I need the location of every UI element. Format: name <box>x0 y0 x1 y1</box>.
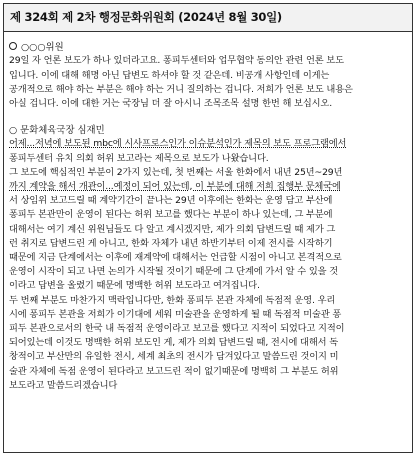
text-line: 서 상임위 보고드릴 때 계약기간이 끝나는 29년 이후에는 한화는 운영 담고 부산에 <box>9 195 333 207</box>
text-line: 퐁피두센터 유치 의회 허위 보고라는 제목으로 보도가 나왔습니다. <box>9 152 269 164</box>
director-statement <box>9 137 409 393</box>
text-line: 때문에 지금 단계에서는 이후에 재계약에 대해서는 언급할 시점이 아니고 본격적으로 <box>9 252 342 264</box>
speaker-heading-member <box>9 41 409 54</box>
text-line: 대해서는 여기 계신 위원님들도 다 알고 계시겠지만, 제가 의회 답변드릴 때 제가 그 <box>9 223 336 235</box>
text-line: 창적이고 부산만의 유일한 전시, 세계 최초의 전시가 담겨있다고 말씀드린 것이지 미 <box>9 351 339 363</box>
bullet-circle-icon <box>9 42 17 50</box>
text-line: 어제...저녁에 보도된 mbc에 시사프로스인가 이슈분석인가 제목의 보도 프로그램에서 <box>9 138 347 150</box>
text-line: 시에 퐁피두 본관을 저희가 이기대에 세워 미술관을 운영하게 될 때 독점적 미술관 퐁 <box>9 308 342 320</box>
speaker-name: ○ 문화체육국장 심재민 <box>9 125 105 137</box>
text-line: 아실 겁니다. 이에 대한 거는 국장님 더 잘 아시니 조목조목 설명 한번 해 보십시오. <box>9 97 332 109</box>
speaker-name: ○○○위원 <box>21 42 64 53</box>
minutes-frame <box>3 3 413 453</box>
text-line: 29일 자 언론 보도가 하나 있더라고요. 퐁피두센터와 업무협약 동의안 관련 언론 보도 <box>9 55 344 67</box>
text-line: 술관 자체에 독점 운영이 된다라고 보고드린 적이 없기때문에 명백히 그 부분도 허위 <box>9 365 339 377</box>
text-line: 보도라고 말씀드리겠습니다 <box>9 379 118 391</box>
member-statement <box>9 54 409 111</box>
transcript-body <box>9 36 409 393</box>
text-line: 런 취지로 답변드린 게 아니고, 한화 자체가 내년 하반기부터 이제 전시를 시작하기 <box>9 237 333 249</box>
text-line: 그 보도에 핵심적인 부분이 2가지 있는데, 첫 번째는 서울 한화에서 내년 25년~29년 <box>9 166 343 178</box>
document-title: 제 324회 제 2차 행정문화위원회 (2024년 8월 30일) <box>4 4 412 32</box>
speaker-heading-director <box>9 124 409 137</box>
text-line: 퐁피두 본관만이 운영이 된다는 허위 보고를 했다는 부분이 하나 있는데, 그 부분에 <box>9 209 333 221</box>
text-line: 되어있는데 이것도 명백한 허위 보도인 게, 제가 의회 답변드릴 때, 전시에 대해서 독 <box>9 337 338 349</box>
text-line: 두 번째 부분도 마찬가지 맥락입니다만, 한화 퐁피두 본관 자체에 독점적 운영. 우리 <box>9 294 336 306</box>
text-line: 운영이 시작이 되고 나면 논의가 시작될 것이기 때문에 그 단계에 가서 알 수 있을 것 <box>9 266 338 278</box>
text-line: 이라고 답변을 올렸기 때문에 명백한 허위 보도라고 여겨집니다. <box>9 280 260 292</box>
text-line: 까지 계약을 해서 개관이...예정이 되어 있는데, 이 부분에 대해 저희 집행부 문체국에 <box>9 181 341 193</box>
text-line: 피두 본관으로서의 한국 내 독점적 운영이라고 보고를 했다고 지적이 되었다고 지적이 <box>9 323 345 335</box>
text-line: 입니다. 이에 대해 해명 아닌 답변도 하셔야 할 것 같은데. 비공개 사항인데 이게는 <box>9 69 330 81</box>
text-line: 공개적으로 해야 하는 부분은 해야 하는 거니 질의하는 겁니다. 저희가 언론 보도 내용은 <box>9 83 353 95</box>
